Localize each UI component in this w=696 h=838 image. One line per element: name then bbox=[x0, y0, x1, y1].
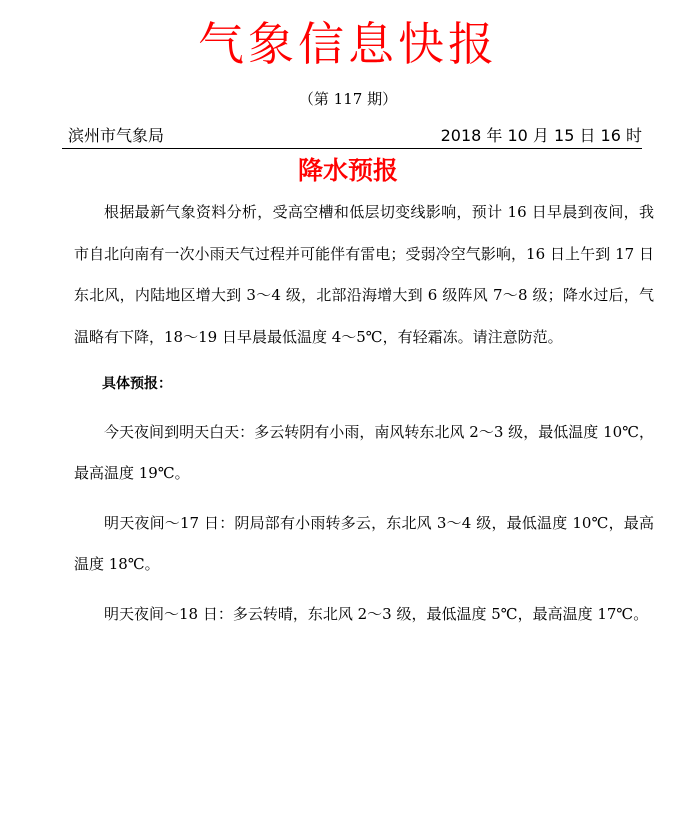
issue-number: （第 117 期） bbox=[298, 90, 398, 108]
detail-heading: 具体预报： bbox=[102, 376, 172, 392]
issuer-name: 滨州市气象局 bbox=[68, 126, 165, 145]
summary-paragraph: 根据最新气象资料分析，受高空槽和低层切变线影响，预计 16 日早晨到夜间，我市自北向南有一次小雨天气过程并可能伴有雷电；受弱冷空气影响，16 日上午到 17 日东北风，内陆地区增大到 3～4 级，北部沿海增大到 6 级阵风 7～8 级；降水过后，气温略有下降，18～19 日早晨最低温度 4～5℃，有轻霜冻。请注意防范。 bbox=[74, 203, 654, 346]
issuer-bar bbox=[62, 124, 642, 149]
forecast-item: 明天夜间～18 日：多云转晴，东北风 2～3 级，最低温度 5℃，最高温度 17℃。 bbox=[104, 604, 649, 623]
report-heading: 降水预报 bbox=[297, 156, 398, 185]
issue-datetime: 2018 年 10 月 15 日 16 时 bbox=[440, 126, 642, 145]
report-body bbox=[74, 192, 654, 643]
forecast-item: 今天夜间到明天白天：多云转阴有小雨，南风转东北风 2～3 级，最低温度 10℃，最高温度 19℃。 bbox=[74, 422, 654, 482]
forecast-item: 明天夜间～17 日：阴局部有小雨转多云，东北风 3～4 级，最低温度 10℃，最高温度 18℃。 bbox=[74, 513, 654, 573]
masthead-title: 气象信息快报 bbox=[198, 17, 498, 71]
